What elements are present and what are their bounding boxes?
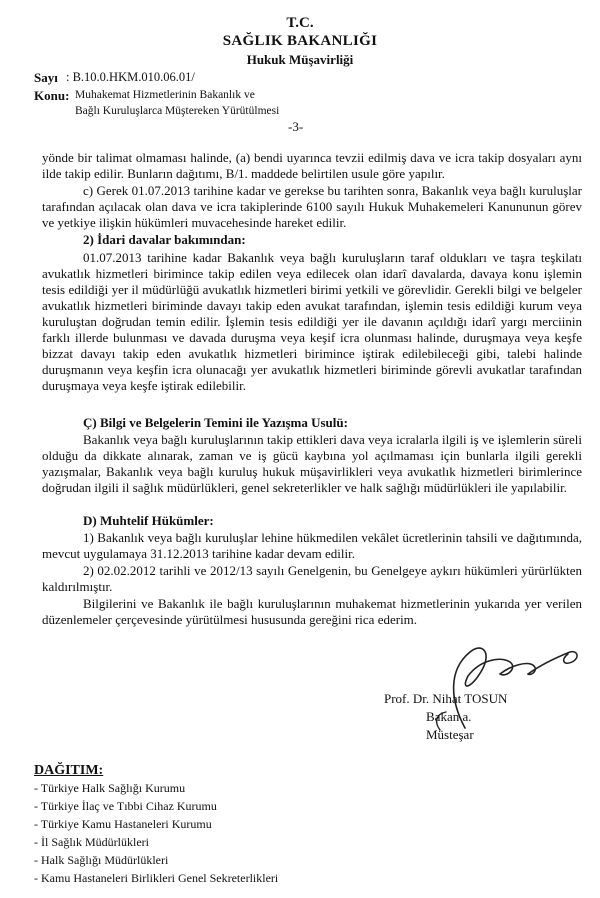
sayi-value: : B.10.0.HKM.010.06.01/ [66,70,195,84]
section-d-heading: D) Muhtelif Hükümler: [83,513,214,528]
paragraph-3: 01.07.2013 tarihine kadar Bakanlık veya bağlı kuruluşların taraf oldukları ve taşra teşkilatı avukatlık hizmetleri birimince takip edilen veya edilecek olan idarî davalarda, davaya konu işlemin tesis edildiği yer il müdürlüğü avukatlık hizmetleri birimi yetkili ve görevlidir. Gerekli bilgi ve belgeler avukatlık hizmetleri biriminde davayı takip eden avukat tarafından, işlemin tesis edildiği kurum veya kuruluştan doğrudan temin edilir. İşlemin tesis edildiği yer ile davanın açıldığı idarî yargı merciinin farklı illerde bulunması ve davada duruşma veya keşif icra olunması halinde, duruşmaya veya keşfe bizzat davayı takip eden avukatlık hizmetleri birimince iştirak edilebileceği gibi, talebi halinde duruşmanın veya keşfin icra olunacağı yer avukatlık hizmetleri biriminde görevli avukatlar tarafından duruşmaya veya keşfe iştirak edilebilir. [42,250,582,393]
paragraph-1: yönde bir talimat olmaması halinde, (a) bendi uyarınca tevzii edilmiş dava ve icra takip dosyaları aynı ilde takip edilir. Bunların dağıtımı, B/1. maddede belirtilen usule göre yapılır. [42,150,582,181]
signatory-name: Prof. Dr. Nihat TOSUN [384,691,508,706]
signatory-title-2: Müsteşar [426,727,474,742]
section-c-heading: Ç) Bilgi ve Belgelerin Temini ile Yazışma Usulü: [83,415,348,430]
distribution-item: - Türkiye İlaç ve Tıbbi Cihaz Kurumu [34,799,217,813]
paragraph-2: c) Gerek 01.07.2013 tarihine kadar ve gerekse bu tarihten sonra, Bakanlık veya bağlı kuruluşlar tarafından açılacak olan dava ve icra takiplerinde 6100 sayılı Hukuk Muhakemeleri Kanununun görev ve yetkiye ilişkin hükümleri muvacehesinde hareket edilir. [42,183,582,230]
signatory-title-1: Bakan a. [426,709,472,724]
distribution-item: - Halk Sağlığı Müdürlükleri [34,853,169,867]
paragraph-4: Bakanlık veya bağlı kuruluşlarının takip ettikleri dava veya icralarla ilgili iş ve işlemlerin süreli olduğu da dikkate alınarak, zaman ve iş gücü kaybına yol açılmaması için bunlarla ilgili gerekli yazışmalar, Bakanlık veya bağlı kuruluş hukuk müşavirlikleri veya avukatlık hizmetleri birimlerince doğrudan ilgili il sağlık müdürlükleri, genel sekreterlikler ve halk sağlığı müdürlükleri ile yapılabilir. [42,432,582,495]
page-number: -3- [288,119,304,134]
konu-line-1: Muhakemat Hizmetlerinin Bakanlık ve [75,89,255,101]
department-title: Hukuk Müşavirliği [246,52,354,67]
sayi-label: Sayı [34,70,58,85]
header-tc: T.C. [286,15,314,31]
paragraph-7: Bilgilerini ve Bakanlık ile bağlı kuruluşlarının muhakemat hizmetlerinin yukarıda yer verilen düzenlemeler çerçevesinde yürütülmesi hususunda gereğini rica ederim. [42,596,582,627]
paragraph-5: 1) Bakanlık veya bağlı kuruluşlar lehine hükmedilen vekâlet ücretlerinin tahsili ve dağıtımında, mevcut uygulamaya 31.12.2013 tarihine kadar devam edilir. [42,530,582,561]
distribution-item: - Kamu Hastaneleri Birlikleri Genel Sekreterlikleri [34,871,279,885]
distribution-item: - İl Sağlık Müdürlükleri [34,835,149,849]
distribution-title: DAĞITIM: [34,763,104,778]
ministry-title: SAĞLIK BAKANLIĞI [222,33,378,49]
konu-label: Konu: [34,88,70,103]
konu-line-2: Bağlı Kuruluşlarca Müştereken Yürütülmesi [75,105,280,117]
distribution-item: - Türkiye Halk Sağlığı Kurumu [34,781,186,795]
paragraph-6: 2) 02.02.2012 tarihli ve 2012/13 sayılı Genelgenin, bu Genelgeye aykırı hükümleri yürürlükten kaldırılmıştır. [42,563,582,594]
distribution-list [34,781,278,889]
section-2-heading: 2) İdari davalar bakımından: [83,232,246,247]
distribution-item: - Türkiye Kamu Hastaneleri Kurumu [34,817,212,831]
